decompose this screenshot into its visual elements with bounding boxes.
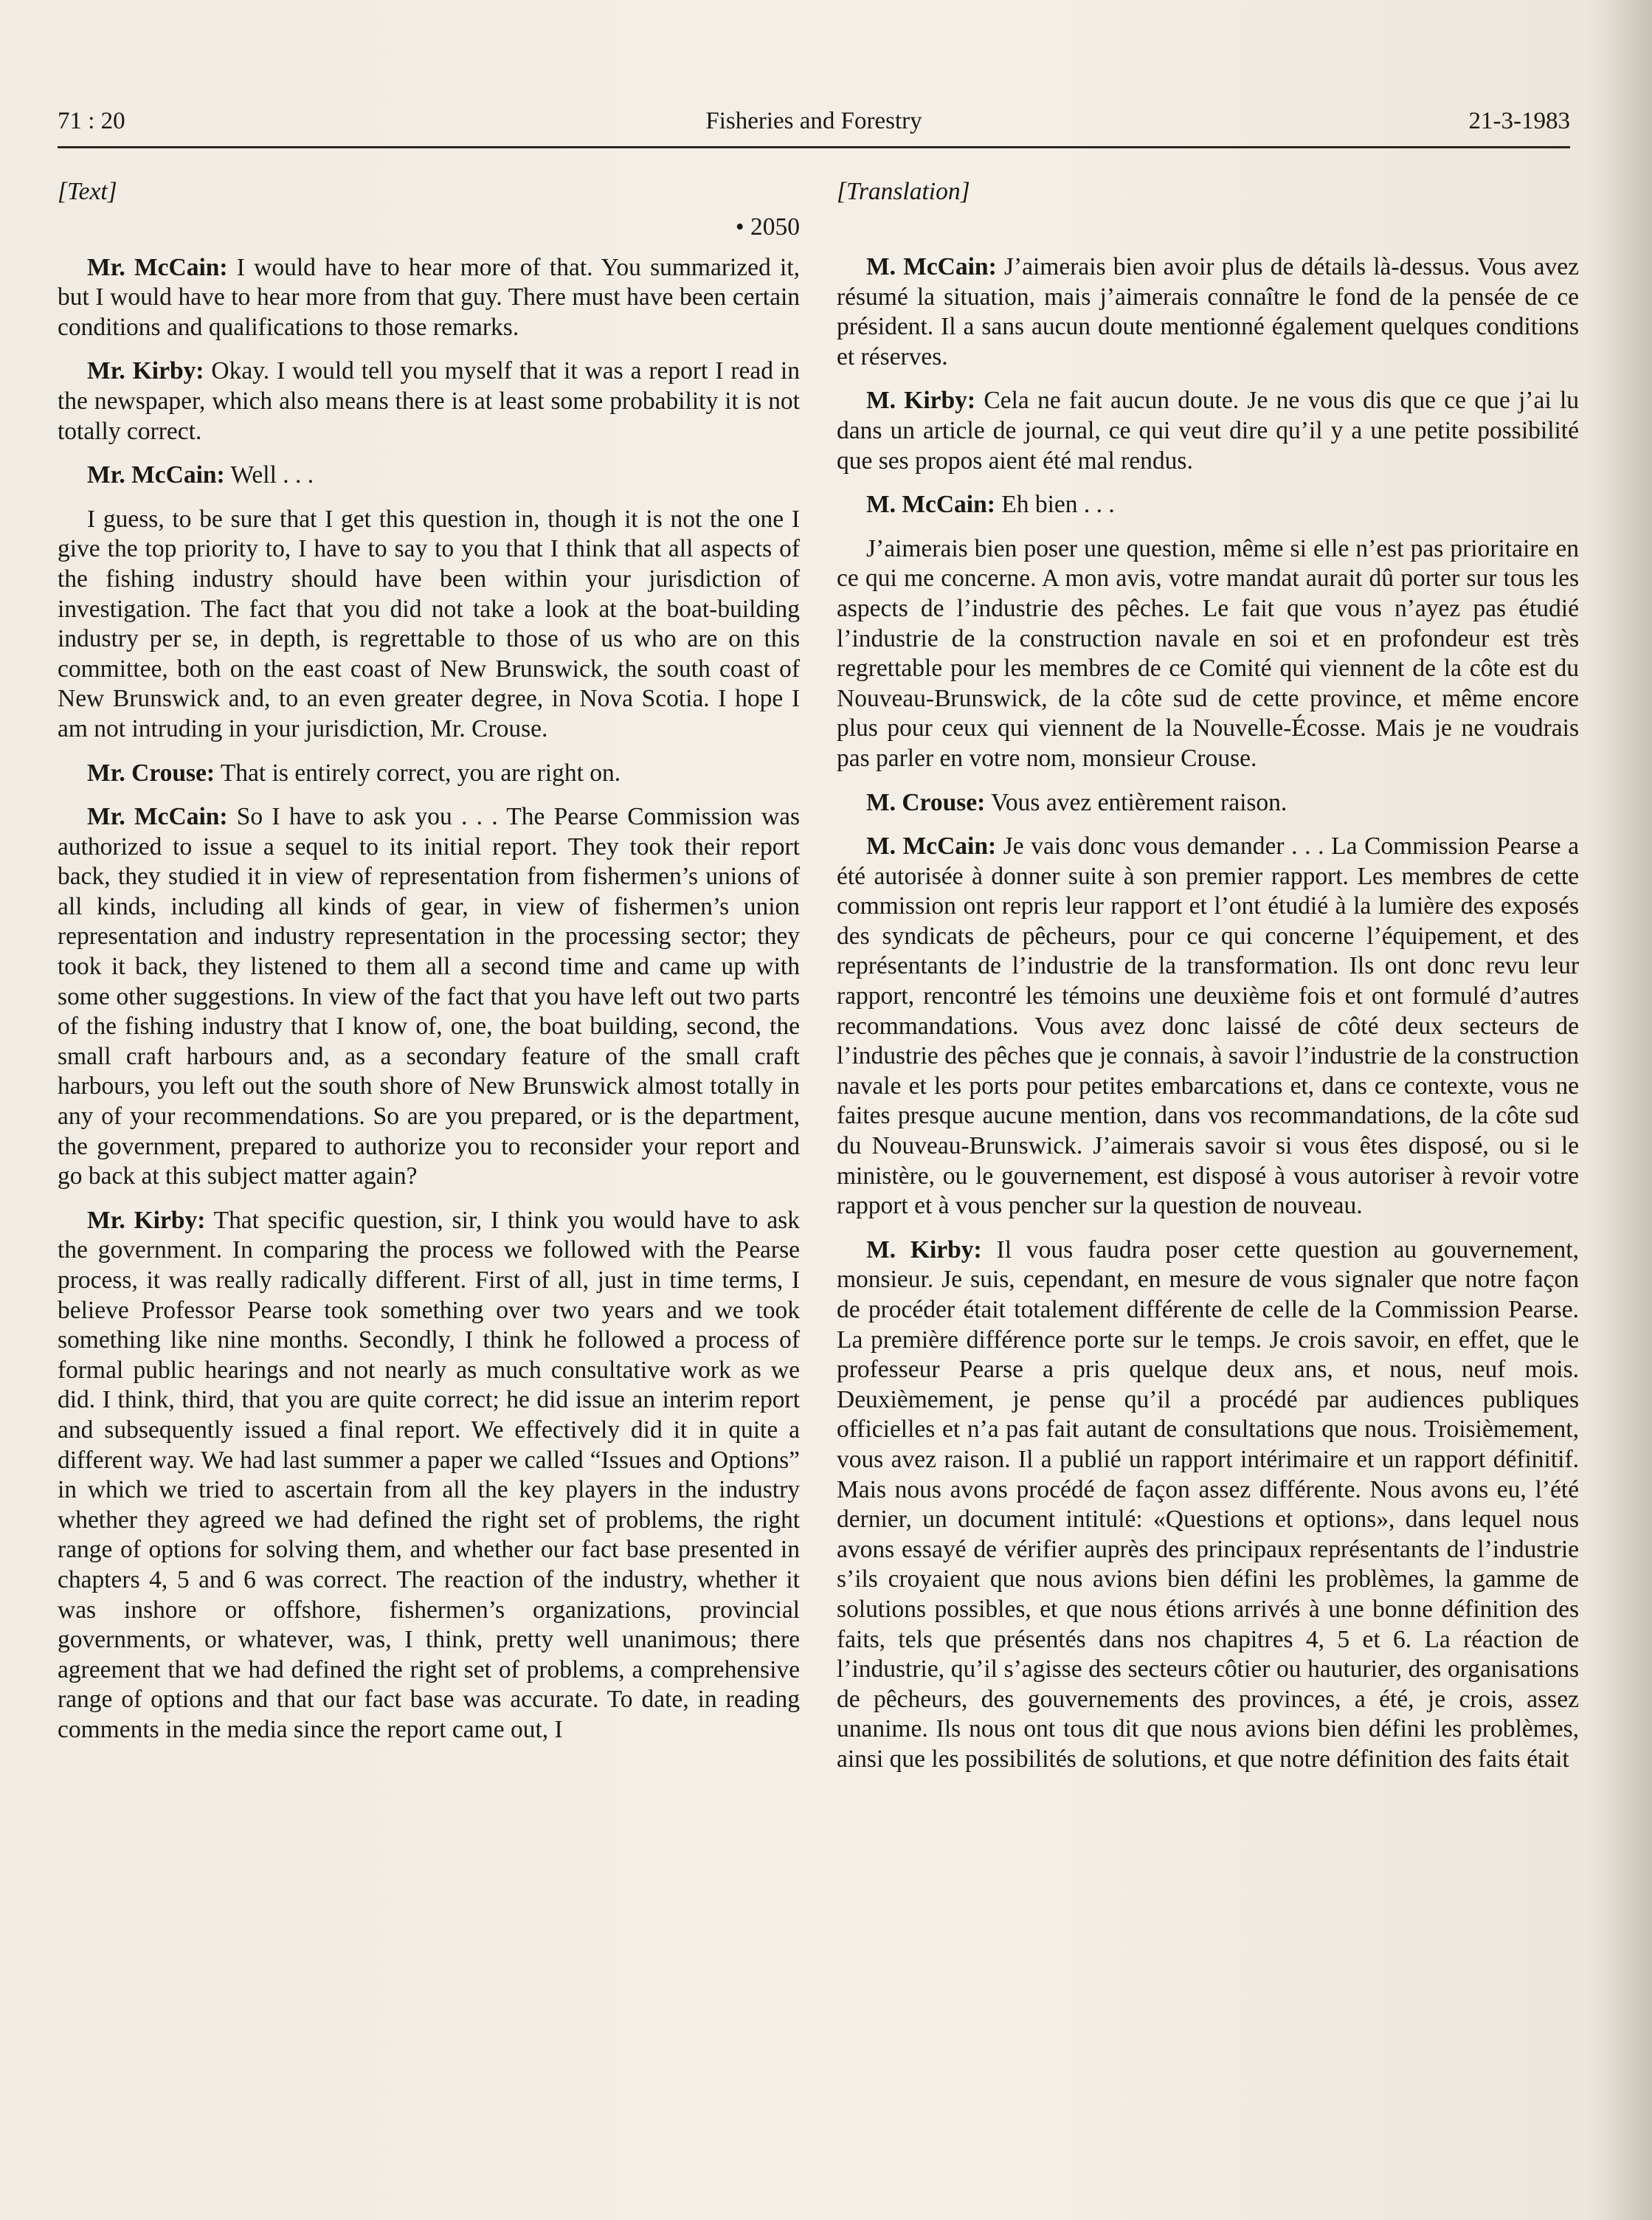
speech-paragraph — [58, 461, 800, 491]
speech-paragraph — [58, 253, 800, 343]
english-paragraphs — [58, 253, 800, 1745]
speech-text: I guess, to be sure that I get this question in, though it is not the one I give the top priority to, I have to say to you that I think that all aspects of the fishing industry should have been within your jurisdiction of investigation. The fact that you did not take a look at the boat-building industry per se, in depth, is regrettable to those of us who are on this committee, both on the east coast of New Brunswick, the south coast of New Brunswick and, to an even greater degree, in Nova Scotia. I hope I am not intruding in your jurisdiction, Mr. Crouse. — [58, 505, 800, 742]
speech-paragraph — [837, 832, 1579, 1221]
speech-paragraph — [837, 252, 1579, 372]
speech-text: Cela ne fait aucun doute. Je ne vous dis que ce que j’ai lu dans un article de journal, ce qui veut dire qu’il y a une petite possibilité que ses propos aient été mal rendus. — [837, 387, 1580, 475]
speaker-name: Mr. Crouse: — [87, 759, 215, 787]
speech-paragraph — [58, 759, 800, 789]
speaker-name: Mr. Kirby: — [87, 1206, 206, 1234]
speech-paragraph — [837, 534, 1579, 774]
speaker-name: M. Kirby: — [866, 1235, 982, 1264]
page-edge-shadow — [1600, 0, 1652, 2220]
speech-paragraph — [837, 788, 1579, 818]
french-column — [837, 177, 1579, 1789]
page-number: 71 : 20 — [58, 108, 125, 134]
speech-paragraph — [837, 490, 1579, 520]
speech-text: J’aimerais bien avoir plus de détails là-dessus. Vous avez résumé la situation, mais j’aimerais connaître le fond de la pensée de ce président. Il a sans aucun doute mentionné également quelques conditions et réserves. — [837, 253, 1579, 370]
speaker-name: M. Crouse: — [866, 788, 986, 816]
speech-text: Eh bien . . . — [995, 491, 1115, 519]
speaker-name: Mr. Kirby: — [87, 357, 204, 385]
speaker-name: Mr. McCain: — [87, 461, 225, 489]
speech-text: That specific question, sir, I think you would have to ask the government. In comparing the process we followed with the Pearse process, it was really radically different. First of all, just in time terms, I believe Professor Pearse took something over two years and we took something like nine months. Secondly, I think he followed a process of formal public hearings and not nearly as much consultative work as we did. I think, third, that you are quite correct; he did issue an interim report and subsequently issued a final report. We effectively did it in quite a different way. We had last summer a paper we called “Issues and Options” in which we tried to ascertain from all the key players in the industry whether they agreed we had defined the right set of problems, the right range of options for solving them, and whether our fact base presented in chapters 4, 5 and 6 was correct. The reaction of the industry, whether it was inshore or offshore, fishermen’s organizations, provincial governments, or whatever, was, I think, pretty well unanimous; there agreement that we had defined the right set of problems, a comprehensive range of options and that our fact base was accurate. To date, in reading comments in the media since the report came out, I — [58, 1206, 800, 1743]
speech-paragraph — [837, 1235, 1579, 1775]
speech-paragraph — [837, 386, 1579, 476]
french-paragraphs — [837, 252, 1579, 1775]
speech-paragraph — [58, 505, 800, 745]
speech-text: Okay. I would tell you myself that it was a report I read in the newspaper, which also means there is at least some probability it is not totally correct. — [58, 357, 800, 445]
speech-paragraph — [58, 1206, 800, 1745]
speaker-name: M. McCain: — [866, 253, 997, 280]
speech-text: J’aimerais bien poser une question, même si elle n’est pas prioritaire en ce qui me concerne. A mon avis, votre mandat aurait dû porter sur tous les aspects de l’industrie des pêches. Le fait que vous n’ayez pas étudié l’industrie de la construction navale en soi et en profondeur est très regrettable pour les membres de ce Comité qui viennent de la côte est du Nouveau-Brunswick, de la côte sud de cette province, et même encore plus pour ceux qui viennent de la Nouvelle-Écosse. Mais je ne voudrais pas parler en votre nom, monsieur Crouse. — [837, 534, 1579, 772]
column-label: [Translation] — [837, 178, 970, 205]
speech-text: Vous avez entièrement raison. — [985, 788, 1288, 816]
speech-text: Je vais donc vous demander . . . La Commission Pearse a été autorisée à donner suite à son premier rapport. Les membres de cette commission ont repris leur rapport et l’ont étudié à la lumière des exposés des syndicats de pêcheurs, pour ce qui concerne l’équipement, et des représentants de l’industrie de la transformation. Ils ont donc revu leur rapport, rencontré les témoins une deuxième fois et ont formulé d’autres recommandations. Vous avez donc laissé de côté deux secteurs de l’industrie des pêches que je connais, à savoir l’industrie de la construction navale et les ports pour petites embarcations et, dans ce contexte, vous ne faites presque aucune mention, dans vos recommandations, de la côte sud du Nouveau-Brunswick. J’aimerais savoir si vous êtes disposé, ou si le ministère, ou le gouvernement, est disposé à vous autoriser à revoir votre rapport et à vous pencher sur la question de nouveau. — [837, 832, 1579, 1220]
header-title: Fisheries and Forestry — [705, 108, 922, 134]
speaker-name: Mr. McCain: — [87, 253, 228, 281]
speech-text: So I have to ask you . . . The Pearse Commission was authorized to issue a sequel to its initial report. They took their report back, they studied it in view of representation from fishermen’s unions of all kinds, including all kinds of gear, in view of fishermen’s union representation and industry representation in the processing sector; they took it back, they listened to them all a second time and came up with some other suggestions. In view of the fact that you have left out two parts of the fishing industry that I know of, one, the boat building, second, the small craft harbours and, as a secondary feature of the small craft harbours, you left out the south shore of New Brunswick almost totally in any of your recommendations. So are you prepared, or is the department, the government, prepared to authorize you to reconsider your report and go back at this subject matter again? — [58, 803, 800, 1190]
speech-text: That is entirely correct, you are right on. — [215, 759, 621, 787]
speech-paragraph — [58, 802, 800, 1192]
speaker-name: M. McCain: — [866, 491, 995, 519]
speech-text: Il vous faudra poser cette question au gouvernement, monsieur. Je suis, cependant, en mesure de vous signaler que notre façon de procéder était totalement différente de celle de la Commission Pearse. La première différence porte sur le temps. Je crois savoir, en effet, que le professeur Pearse a pris quelque deux ans, et nous, neuf mois. Deuxièmement, je pense qu’il a procédé par audiences publiques officielles et n’a pas fait autant de consultations que nous. Troisièmement, vous avez raison. Il a publié un rapport intérimaire et un rapport définitif. Mais nous avons procédé de façon assez différente. Nous avons eu, l’été dernier, un document intitulé: «Questions et options», dans lequel nous avons essayé de vérifier auprès des principaux représentants de l’industrie s’ils croyaient que nous avions bien défini les problèmes, la gamme de solutions possibles, et que nous étions arrivés à une bonne définition des faits, tels que présentés dans nos chapitres 4, 5 et 6. La réaction de l’industrie, qu’il s’agisse des secteurs côtier ou hauturier, des organisations de pêcheurs, des gouvernements des provinces, a été, je crois, assez unanime. Ils nous ont tous dit que nous avions bien défini les problèmes, ainsi que les possibilités de solutions, et que notre définition des faits était — [837, 1235, 1579, 1773]
header-date: 21-3-1983 — [1468, 108, 1570, 134]
speech-text: Well . . . — [224, 461, 314, 489]
speaker-name: M. Kirby: — [866, 387, 976, 415]
page-header — [58, 105, 1570, 148]
speaker-name: M. McCain: — [866, 832, 997, 861]
time-marker: • 2050 — [735, 213, 800, 241]
speech-paragraph — [58, 356, 800, 447]
speaker-name: Mr. McCain: — [87, 803, 228, 831]
english-column — [58, 177, 800, 1759]
speech-text: I would have to hear more of that. You summarized it, but I would have to hear more from that guy. There must have been certain conditions and qualifications to those remarks. — [58, 253, 801, 341]
column-label: [Text] — [58, 178, 117, 205]
